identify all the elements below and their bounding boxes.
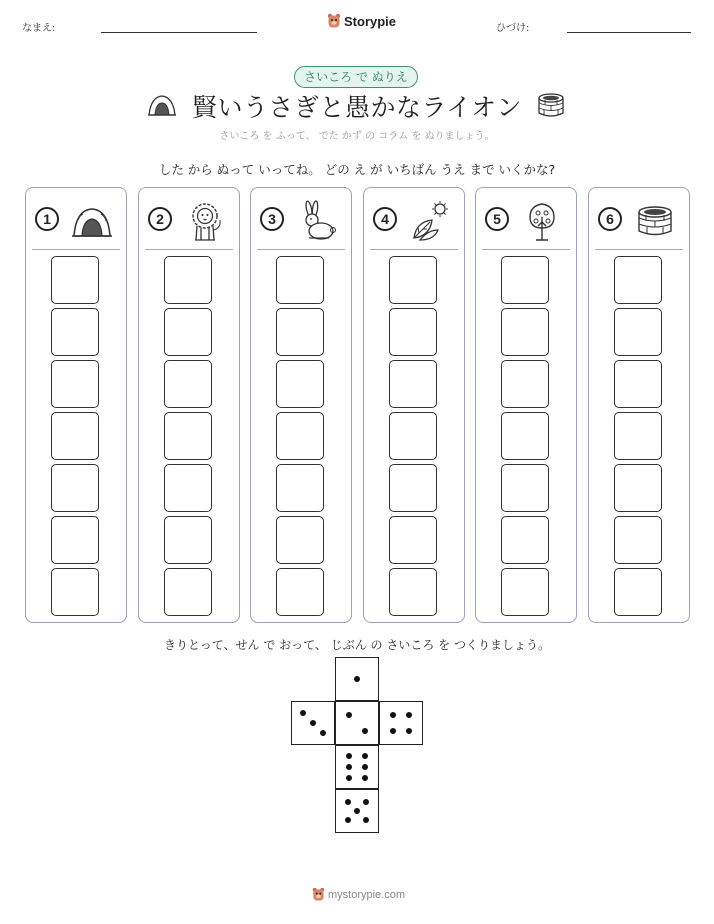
- die-pip: [363, 817, 369, 823]
- column-4: [363, 187, 465, 623]
- column-number: 4: [373, 207, 397, 231]
- storypie-logo: [327, 13, 396, 29]
- subtitle: さいころ を ふって、 でた かず の コラム を ぬりましょう。: [219, 131, 495, 142]
- coloring-box[interactable]: [501, 464, 549, 512]
- date-label: ひづけ:: [496, 23, 530, 34]
- die-pip: [346, 764, 352, 770]
- die-pip: [362, 728, 368, 734]
- coloring-box[interactable]: [164, 568, 212, 616]
- die-pip: [300, 710, 306, 716]
- column-number: 2: [148, 207, 172, 231]
- coloring-box[interactable]: [164, 256, 212, 304]
- footer: [312, 887, 405, 902]
- coloring-box[interactable]: [164, 360, 212, 408]
- coloring-box[interactable]: [501, 308, 549, 356]
- column-6: [588, 187, 690, 623]
- coloring-box[interactable]: [389, 360, 437, 408]
- coloring-box[interactable]: [276, 360, 324, 408]
- coloring-box[interactable]: [501, 360, 549, 408]
- coloring-box[interactable]: [501, 412, 549, 460]
- cave-icon: [147, 93, 177, 117]
- coloring-box[interactable]: [501, 516, 549, 564]
- die-pip: [346, 753, 352, 759]
- die-face-2: [335, 701, 379, 745]
- coloring-box[interactable]: [51, 308, 99, 356]
- page-title: 賢いうさぎと愚かなライオン: [191, 93, 522, 122]
- column-divider: [482, 249, 570, 250]
- die-pip: [354, 808, 360, 814]
- rabbit-icon: [295, 200, 339, 244]
- coloring-box[interactable]: [614, 360, 662, 408]
- coloring-box[interactable]: [51, 464, 99, 512]
- bear-logo-icon: [312, 887, 325, 902]
- die-pip: [362, 775, 368, 781]
- coloring-box[interactable]: [389, 256, 437, 304]
- name-label: なまえ:: [22, 23, 56, 34]
- coloring-box[interactable]: [389, 464, 437, 512]
- column-number: 6: [598, 207, 622, 231]
- instruction-text: した から ぬって いってね。 どの え が いちばん うえ まで いくかな?: [158, 162, 556, 177]
- coloring-box[interactable]: [164, 516, 212, 564]
- die-pip: [362, 753, 368, 759]
- coloring-box[interactable]: [276, 308, 324, 356]
- bear-logo-icon: [327, 13, 341, 29]
- die-pip: [363, 799, 369, 805]
- column-number: 1: [35, 207, 59, 231]
- coloring-box[interactable]: [51, 256, 99, 304]
- coloring-box[interactable]: [614, 568, 662, 616]
- coloring-box[interactable]: [614, 308, 662, 356]
- coloring-box[interactable]: [51, 568, 99, 616]
- coloring-box[interactable]: [164, 464, 212, 512]
- logo-text: Storypie: [344, 13, 397, 29]
- coloring-box[interactable]: [614, 256, 662, 304]
- cave-icon: [70, 200, 114, 244]
- cut-instruction: きりとって、せん で おって、 じぶん の さいころ を つくりましょう。: [164, 638, 550, 652]
- die-pip: [406, 728, 412, 734]
- coloring-box[interactable]: [614, 516, 662, 564]
- coloring-box[interactable]: [276, 256, 324, 304]
- column-number: 5: [485, 207, 509, 231]
- coloring-box[interactable]: [276, 464, 324, 512]
- die-pip: [320, 730, 326, 736]
- die-pip: [390, 712, 396, 718]
- coloring-box[interactable]: [276, 516, 324, 564]
- die-face-4: [379, 701, 423, 745]
- well-icon: [536, 92, 566, 118]
- column-2: [138, 187, 240, 623]
- date-line: [567, 32, 691, 33]
- die-pip: [346, 712, 352, 718]
- coloring-box[interactable]: [614, 412, 662, 460]
- tree-icon: [520, 200, 564, 244]
- die-face-3: [291, 701, 335, 745]
- coloring-box[interactable]: [501, 256, 549, 304]
- die-pip: [345, 799, 351, 805]
- die-pip: [354, 676, 360, 682]
- column-1: [25, 187, 127, 623]
- coloring-box[interactable]: [164, 412, 212, 460]
- die-pip: [345, 817, 351, 823]
- die-face-1: [335, 657, 379, 701]
- column-divider: [595, 249, 683, 250]
- lion-icon: [183, 200, 227, 244]
- footer-url: mystorypie.com: [328, 888, 406, 901]
- die-pip: [310, 720, 316, 726]
- well-icon: [633, 200, 677, 244]
- die-pip: [406, 712, 412, 718]
- coloring-box[interactable]: [389, 412, 437, 460]
- coloring-box[interactable]: [501, 568, 549, 616]
- column-divider: [145, 249, 233, 250]
- die-pip: [362, 764, 368, 770]
- coloring-box[interactable]: [389, 568, 437, 616]
- activity-badge: さいころ で ぬりえ: [294, 66, 418, 88]
- coloring-box[interactable]: [276, 412, 324, 460]
- die-face-5: [335, 789, 379, 833]
- coloring-box[interactable]: [276, 568, 324, 616]
- coloring-box[interactable]: [389, 308, 437, 356]
- column-divider: [370, 249, 458, 250]
- coloring-box[interactable]: [164, 308, 212, 356]
- coloring-box[interactable]: [51, 516, 99, 564]
- name-line: [101, 32, 257, 33]
- die-face-6: [335, 745, 379, 789]
- coloring-box[interactable]: [51, 412, 99, 460]
- column-divider: [257, 249, 345, 250]
- coloring-box[interactable]: [51, 360, 99, 408]
- coloring-box[interactable]: [389, 516, 437, 564]
- die-pip: [346, 775, 352, 781]
- column-3: [250, 187, 352, 623]
- coloring-box[interactable]: [614, 464, 662, 512]
- sun-leaf-icon: [408, 200, 452, 244]
- die-pip: [390, 728, 396, 734]
- column-5: [475, 187, 577, 623]
- column-divider: [32, 249, 120, 250]
- column-number: 3: [260, 207, 284, 231]
